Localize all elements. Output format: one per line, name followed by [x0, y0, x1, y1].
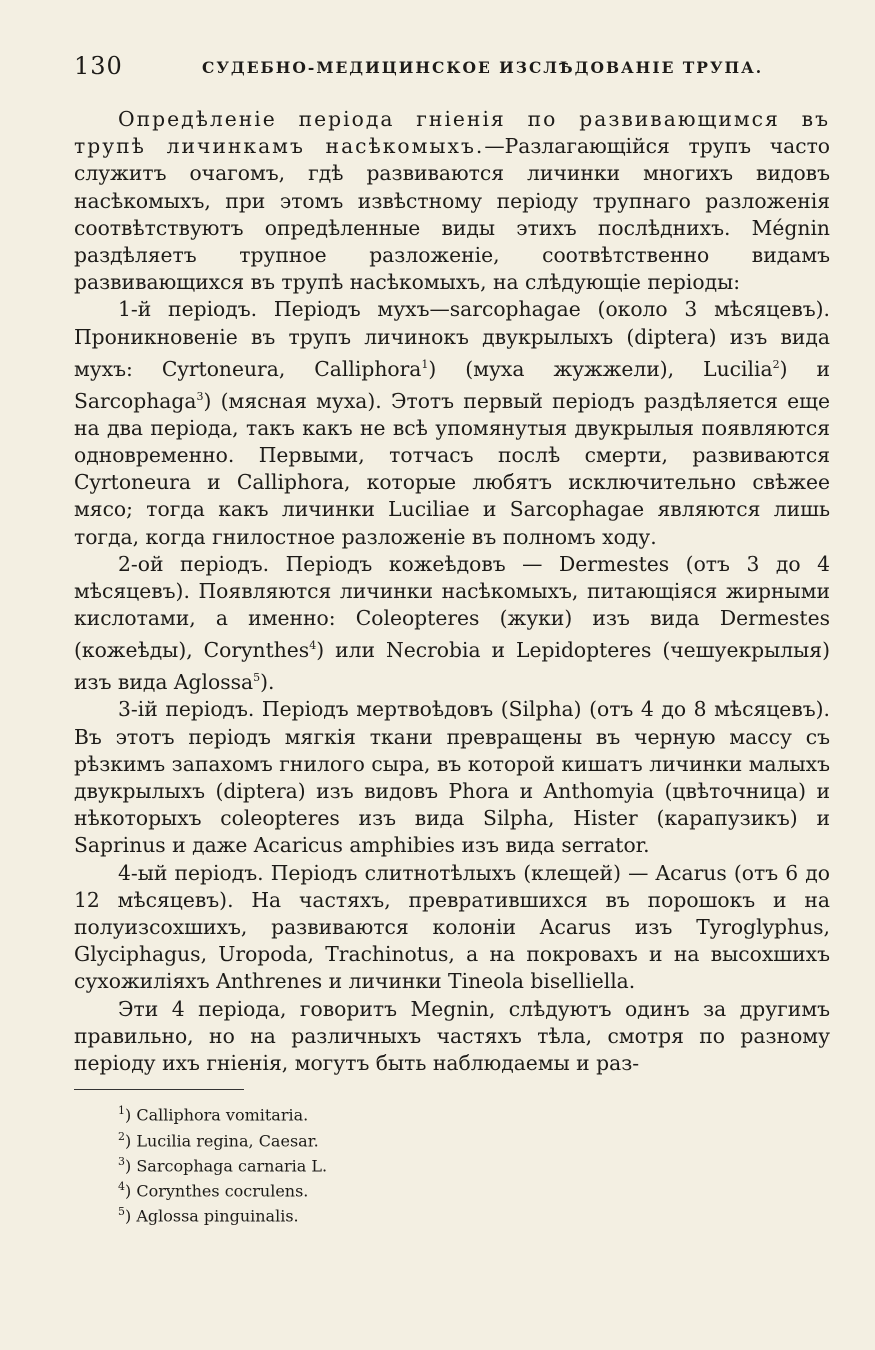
paragraph-conclusion: Эти 4 періода, говоритъ Megnin, слѣдуютъ одинъ за другимъ правильно, но на различныхъ частяхъ тѣла, смотря по разному періоду ихъ гніенія, могутъ быть наблюдаемы и раз- [74, 996, 830, 1075]
footnote-text: ) Aglossa pinguinalis. [125, 1206, 299, 1226]
footnote [118, 1126, 830, 1151]
page-number: 130 [74, 52, 123, 80]
paragraph-text: ) и Sarcophaga [74, 356, 830, 413]
paragraph-text: 1-й періодъ. Періодъ мухъ—sarcophagae (около 3 мѣсяцевъ). Проникновеніе въ трупъ личинокъ двукрылыхъ (diptera) изъ вида мухъ: Cyrtoneura, Calliphora [74, 297, 830, 381]
footnote-ref: 3 [196, 389, 204, 403]
paragraph-text: ) или Necrobia и Lepidopteres (чешуекрылыя) изъ вида Aglossa [74, 638, 830, 695]
footnote-ref: 5 [253, 671, 261, 685]
running-head: СУДЕБНО-МЕДИЦИНСКОЕ ИЗСЛѢДОВАНІЕ ТРУПА. [202, 58, 764, 77]
footnotes [74, 1100, 830, 1227]
paragraph-text: ). [260, 670, 275, 695]
footnote [118, 1176, 830, 1201]
footnote-text: ) Calliphora vomitaria. [125, 1105, 309, 1125]
footnote-text: ) Sarcophaga carnaria L. [125, 1156, 328, 1176]
section-heading: Опредѣленіе періода гніенія по развивающимся въ трупѣ личинкамъ насѣкомыхъ. [74, 107, 830, 159]
body-text [74, 106, 830, 1077]
footnote-text: ) Lucilia regina, Caesar. [125, 1130, 319, 1150]
paragraph-text: 2-ой періодъ. Періодъ кожеѣдовъ — Dermestes (отъ 3 до 4 мѣсяцевъ). Появляются личинки насѣкомыхъ, питающіяся жирными кислотами, а именно: Coleopteres (жуки) изъ вида Dermestes (кожеѣды), Corynthes [74, 551, 830, 663]
footnote [118, 1100, 830, 1125]
footnote [118, 1201, 830, 1226]
footnote-ref: 1 [421, 357, 429, 371]
paragraph-period-1 [74, 296, 830, 550]
footnote-mark: 4 [118, 1180, 125, 1194]
footnote [118, 1151, 830, 1176]
footnote-mark: 2 [118, 1129, 125, 1143]
paragraph-intro [74, 106, 830, 296]
footnote-mark: 5 [118, 1205, 125, 1219]
paragraph-text: ) (муха жужжели), Lucilia [428, 356, 773, 381]
footnote-mark: 1 [118, 1104, 125, 1118]
footnote-mark: 3 [118, 1154, 125, 1168]
footnote-ref: 4 [309, 639, 317, 653]
paragraph-text: ) (мясная муха). Этотъ первый періодъ раздѣляется еще на два періода, такъ какъ не всѣ упомянутыя двукрылыя появляются одновременно. Первыми, тотчасъ послѣ смерти, развиваются Cyrtoneura и Calliphora, которые любятъ исключительно свѣжее мясо; тогда какъ личинки Luciliae и Sarcophagae являются лишь тогда, когда гнилостное разложеніе въ полномъ ходу. [74, 388, 830, 549]
paragraph-text: —Разлагающійся трупъ часто служитъ очагомъ, гдѣ развиваются личинки многихъ видовъ насѣкомыхъ, при этомъ извѣстному періоду трупнаго разложенія соотвѣтствуютъ опредѣленные виды этихъ послѣднихъ. Mégnin раздѣляетъ трупное разложеніе, соотвѣтственно видамъ развивающихся въ трупѣ насѣкомыхъ, на слѣдующіе періоды: [74, 134, 831, 295]
book-page [74, 52, 830, 1227]
paragraph-period-4: 4-ый періодъ. Періодъ слитнотѣлыхъ (клещей) — Acarus (отъ 6 до 12 мѣсяцевъ). На частяхъ, превратившихся въ порошокъ и на полуизсохшихъ, развиваются колоніи Acarus изъ Tyroglyphus, Glyciphagus, Uropoda, Trachinotus, а на покровахъ и на высохшихъ сухожиліяхъ Anthrenes и личинки Tineola biselliella. [74, 860, 830, 994]
footnote-text: ) Corynthes cocrulens. [125, 1181, 309, 1201]
page-header [74, 52, 830, 86]
paragraph-period-3: 3-ій періодъ. Періодъ мертвоѣдовъ (Silpha) (отъ 4 до 8 мѣсяцевъ). Въ этотъ періодъ мягкія ткани превращены въ черную массу съ рѣзкимъ запахомъ гнилого сыра, въ которой кишатъ личинки малыхъ двукрылыхъ (diptera) изъ видовъ Phora и Anthomyia (цвѣточница) и нѣкоторыхъ coleopteres изъ вида Silpha, Hister (карапузикъ) и Saprinus и даже Acaricus amphibies изъ вида serrator. [74, 697, 830, 858]
footnote-divider [74, 1089, 244, 1090]
paragraph-period-2 [74, 551, 830, 697]
footnote-ref: 2 [772, 357, 780, 371]
